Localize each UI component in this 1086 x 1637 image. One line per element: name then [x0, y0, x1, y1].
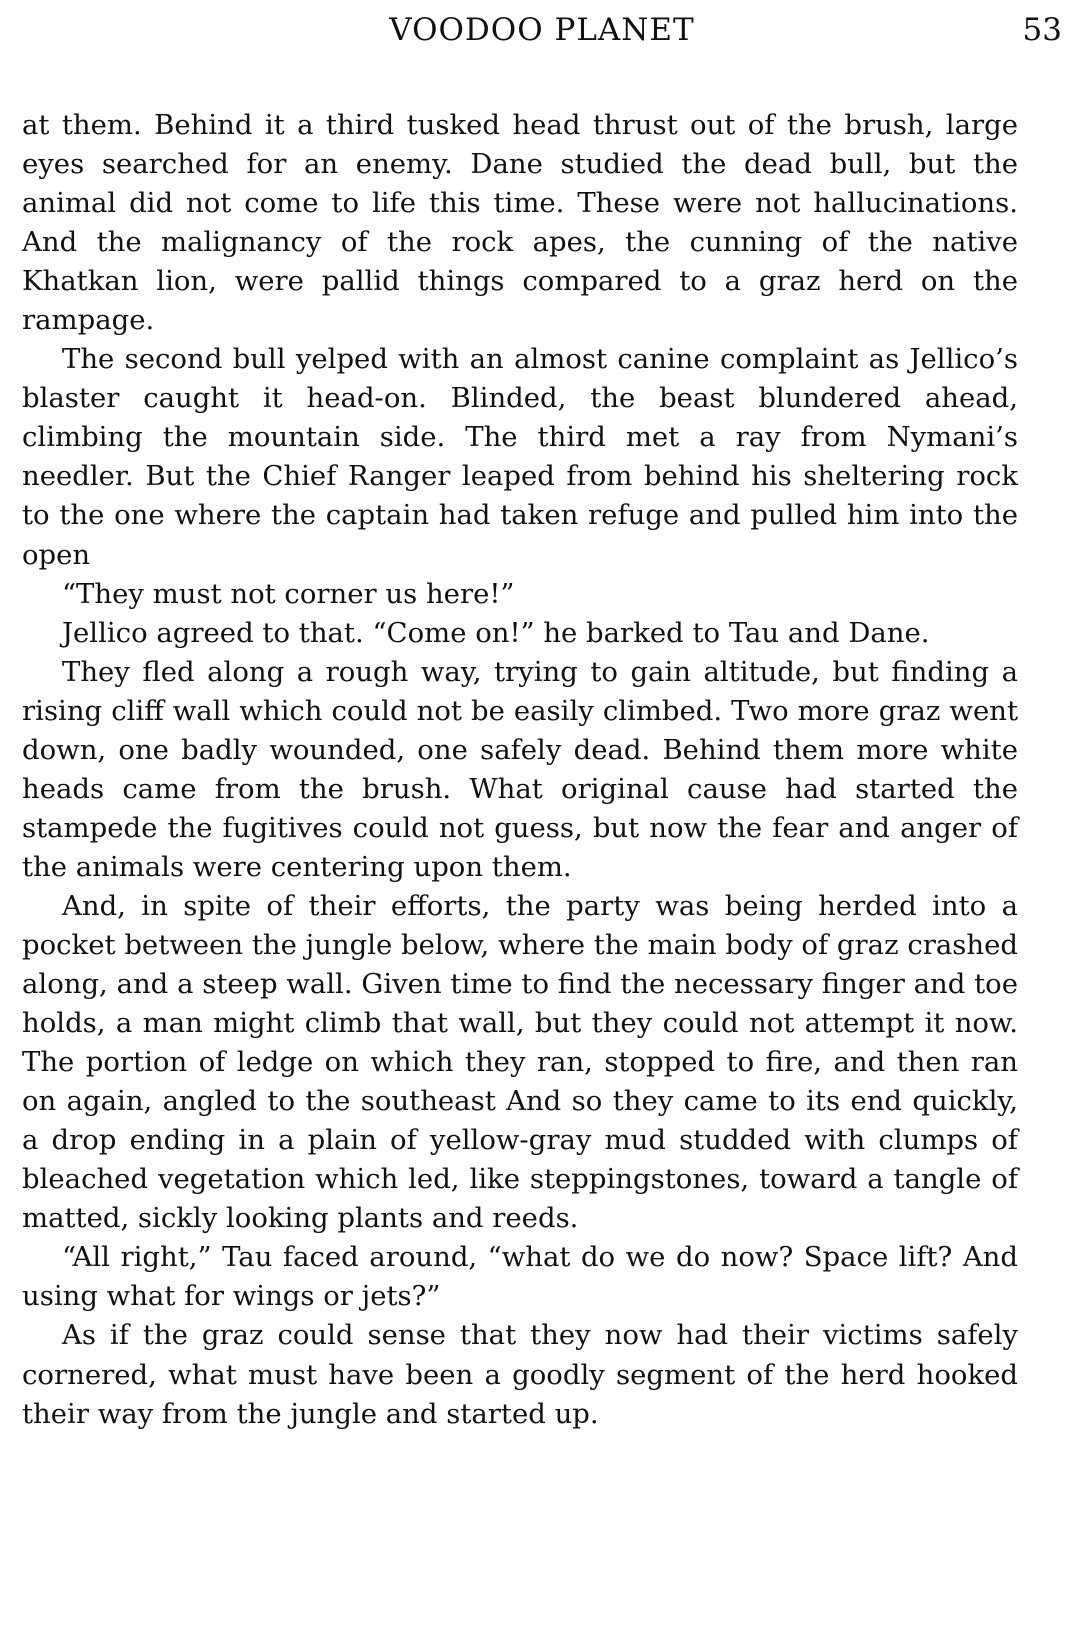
paragraph-dialogue: “All right,” Tau faced around, “what do we do now? Space lift? And using what for wings or jets?” [22, 1241, 1018, 1313]
running-head [22, 12, 1062, 52]
paragraph: As if the graz could sense that they now had their victims safely cornered, what must have been a goodly segment of the herd hooked their way from the jungle and started up. [22, 1319, 1018, 1430]
paragraph-dialogue: “They must not corner us here!” [62, 577, 515, 610]
paragraph: And, in spite of their efforts, the party was being herded into a pocket between the jungle below, where the main body of graz crashed along, and a steep wall. Given time to find the necessary finger and toe holds, a man might climb that wall, but they could not attempt it now. The portion of ledge on which they ran, stopped to fire, and then ran on again, angled to the southeast And so they came to its end quickly, a drop ending in a plain of yellow-gray mud studded with clumps of bleached vegetation which led, like steppingstones, toward a tangle of matted, sickly looking plants and reeds. [22, 889, 1018, 1235]
body-text [22, 106, 1018, 1434]
running-title: VOODOO PLANET [389, 12, 695, 48]
paragraph: They fled along a rough way, trying to gain altitude, but finding a rising cliff wall which could not be easily climbed. Two more graz went down, one badly wounded, one safely dead. Behind them more white heads came from the brush. What original cause had started the stampede the fugitives could not guess, but now the fear and anger of the animals were centering upon them. [22, 655, 1018, 883]
page-number: 53 [1022, 12, 1062, 48]
paragraph: The second bull yelped with an almost canine complaint as Jellico’s blaster caught it head-on. Blinded, the beast blundered ahead, climbing the mountain side. The third met a ray from Nymani’s needler. But the Chief Ranger leaped from behind his sheltering rock to the one where the captain had taken refuge and pulled him into the open [22, 343, 1018, 571]
paragraph-continued: at them. Behind it a third tusked head thrust out of the brush, large eyes searched for an enemy. Dane studied the dead bull, but the animal did not come to life this time. These were not hallucinations. And the malignancy of the rock apes, the cunning of the native Khatkan lion, were pallid things compared to a graz herd on the rampage. [22, 109, 1018, 337]
paragraph: Jellico agreed to that. “Come on!” he barked to Tau and Dane. [62, 616, 930, 649]
